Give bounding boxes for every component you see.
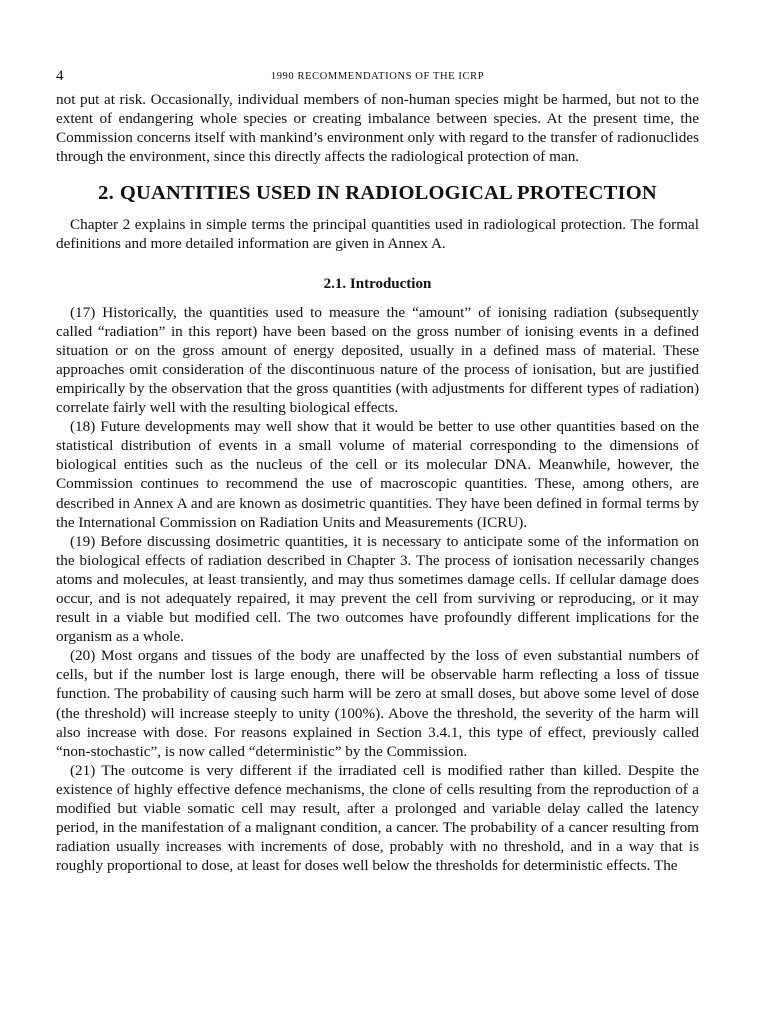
section-heading: 2.1. Introduction xyxy=(323,275,432,292)
chapter-heading xyxy=(56,182,699,205)
running-title: 1990 RECOMMENDATIONS OF THE ICRP xyxy=(270,71,485,82)
document-page xyxy=(56,68,699,875)
paragraph-19: (19) Before discussing dosimetric quantities, it is necessary to anticipate some of the information on the biological effects of radiation described in Chapter 3. The process of ionisation necessarily changes atoms and molecules, at least transiently, and may thus sometimes damage cells. If cellular damage does occur, and is not adequately repaired, it may prevent the cell from surviving or reproducing, or it may result in a viable but modified cell. The two outcomes have profoundly different implications for the organism as a whole. xyxy=(56,532,699,646)
paragraph-21: (21) The outcome is very different if the irradiated cell is modified rather than killed. Despite the existence of highly effective defence mechanisms, the clone of cells resulting from the reproduction of a modified but viable somatic cell may result, after a prolonged and variable delay called the latency period, in the manifestation of a malignant condition, a cancer. The probability of a cancer resulting from radiation usually increases with increments of dose, probably with no threshold, and in a way that is roughly proportional to dose, at least for doses well below the thresholds for deterministic effects. The xyxy=(56,761,699,875)
chapter-number: 2. xyxy=(98,182,114,205)
chapter-intro: Chapter 2 explains in simple terms the principal quantities used in radiological protection. The formal definitions and more detailed information are given in Annex A. xyxy=(56,216,699,253)
chapter-title: QUANTITIES USED IN RADIOLOGICAL PROTECTION xyxy=(119,182,657,205)
paragraph-17: (17) Historically, the quantities used to measure the “amount” of ionising radiation (subsequently called “radiation” in this report) have been based on the gross number of ionising events in a defined situation or on the gross amount of energy deposited, usually in a defined mass of material. These approaches omit consideration of the discontinuous nature of the process of ionisation, but are justified empirically by the observation that the gross quantities (with adjustments for different types of radiation) correlate fairly well with the resulting biological effects. xyxy=(56,303,699,417)
paragraph-18: (18) Future developments may well show that it would be better to use other quantities based on the statistical distribution of events in a small volume of material corresponding to the dimensions of biological entities such as the nucleus of the cell or its molecular DNA. Meanwhile, however, the Commission continues to recommend the use of macroscopic quantities. These, among others, are described in Annex A and are known as dosimetric quantities. They have been defined in formal terms by the International Commission on Radiation Units and Measurements (ICRU). xyxy=(56,418,699,531)
opening-paragraph: not put at risk. Occasionally, individual members of non-human species might be harmed, but not to the extent of endangering whole species or creating imbalance between species. At the present time, the Commission concerns itself with mankind’s environment only with regard to the transfer of radionuclides through the environment, since this directly affects the radiological protection of man. xyxy=(56,91,699,166)
running-header xyxy=(56,68,699,90)
paragraph-20: (20) Most organs and tissues of the body are unaffected by the loss of even substantial numbers of cells, but if the number lost is large enough, there will be observable harm reflecting a loss of tissue function. The probability of causing such harm will be zero at small doses, but above some level of dose (the threshold) will increase steeply to unity (100%). Above the threshold, the severity of the harm will also increase with dose. For reasons explained in Section 3.4.1, this type of effect, previously called “non-stochastic”, is now called “deterministic” by the Commission. xyxy=(56,647,699,760)
page-number: 4 xyxy=(56,68,64,84)
